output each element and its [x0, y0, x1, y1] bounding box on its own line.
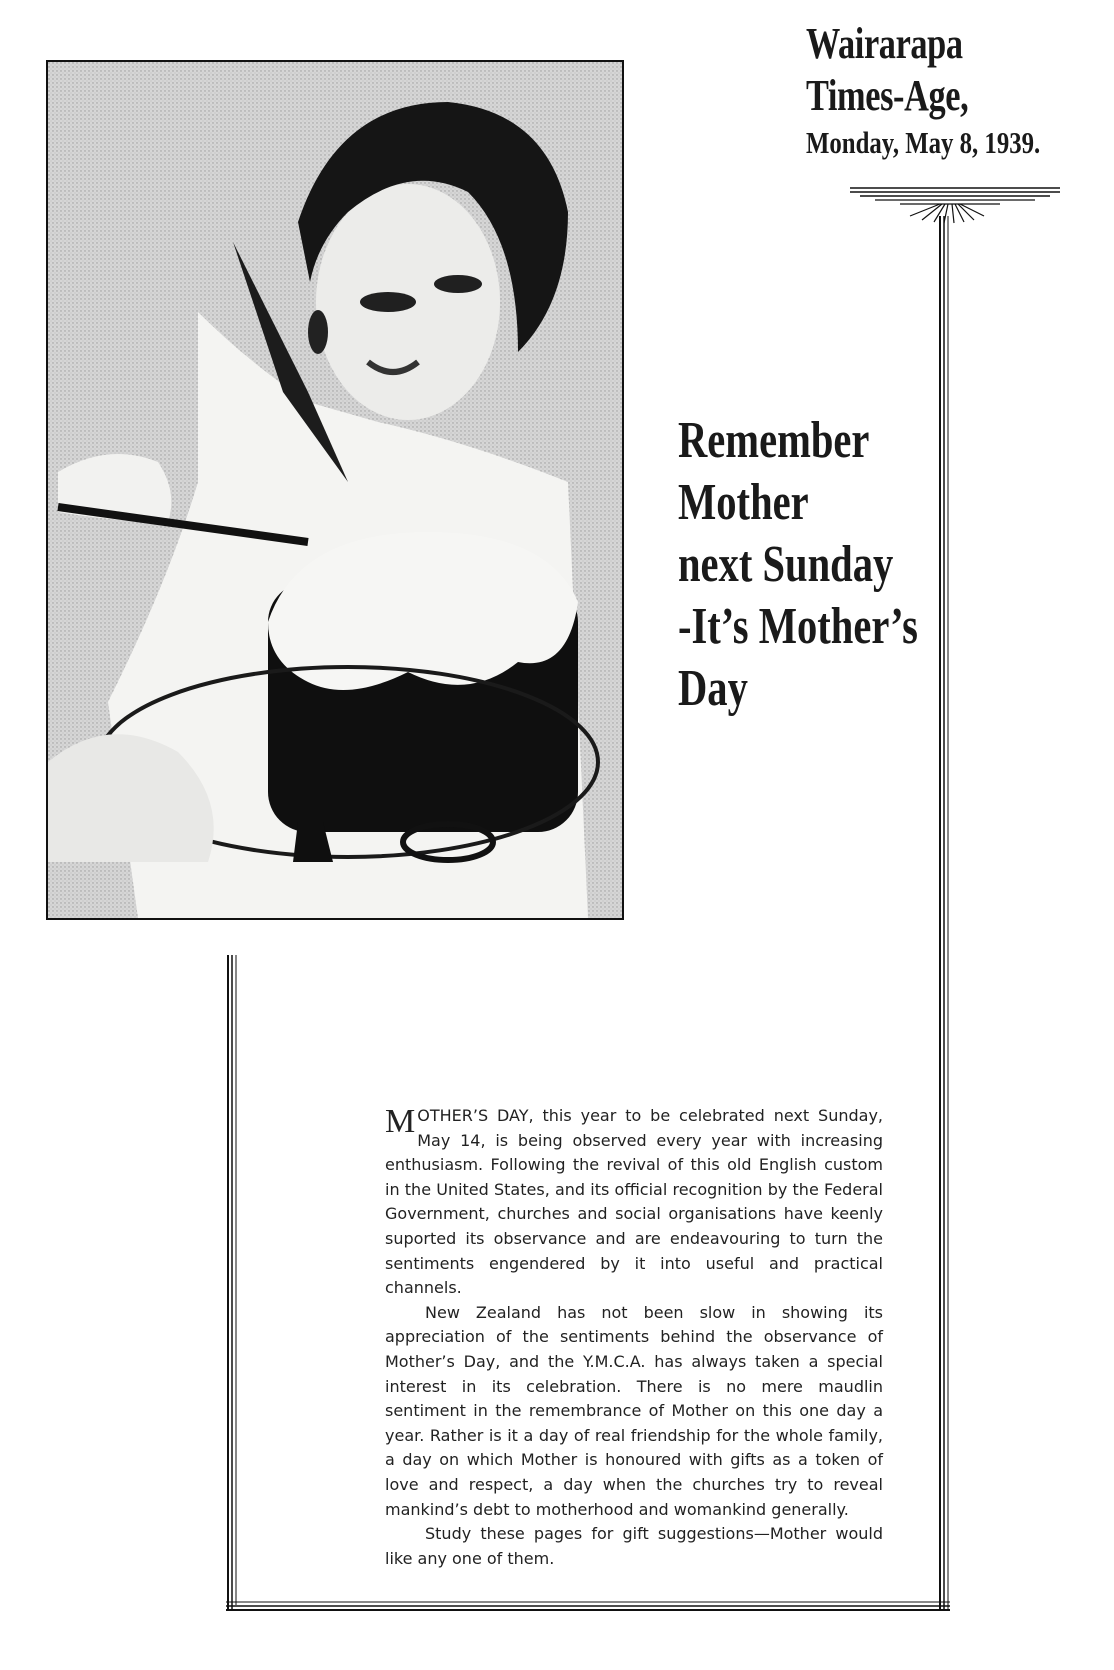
headline-line4: -It’s Mother’s — [678, 598, 918, 655]
article-paragraph-1-text: OTHER’S DAY, this year to be celebrated next Sunday, May 14, is being observed every year with increasing enthusiasm. Following the revival of this old English custom in the United States, and its official recognition by the Federal Government, churches and social organisations have keenly suported its observance and are endeavouring to turn the sentiments engendered by it into useful and practical channels. — [385, 1106, 883, 1298]
article-paragraph-3: Study these pages for gift suggestions—Mother would like any one of them. — [385, 1524, 883, 1568]
drop-cap: M — [385, 1103, 416, 1140]
masthead-title-line2: Times-Age, — [806, 71, 969, 120]
masthead-date: Monday, May 8, 1939. — [806, 125, 1041, 160]
headline-line2: Mother — [678, 474, 809, 531]
masthead-title-line1: Wairarapa — [806, 19, 963, 68]
article-body — [385, 1104, 883, 1571]
article-paragraph-2: New Zealand has not been slow in showing its appreciation of the sentiments behind the observance of Mother’s Day, and the Y.M.C.A. has always taken a special interest in its celebration. There is no mere maudlin sentiment in the remembrance of Mother on this one day a year. Rather is it a day of real friendship for the whole family, a day on which Mother is honoured with gifts as a token of love and respect, a day when the churches try to reveal mankind’s debt to motherhood and womankind generally. — [385, 1302, 883, 1519]
headline-line5: Day — [678, 660, 748, 717]
headline-line3: next Sunday — [678, 536, 894, 593]
article-paragraph-1 — [385, 1104, 883, 1301]
headline-line1: Remember — [678, 412, 870, 469]
